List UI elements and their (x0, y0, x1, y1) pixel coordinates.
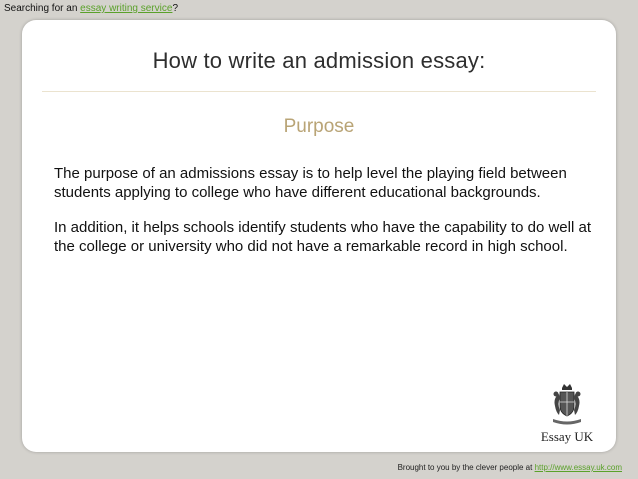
coat-of-arms-icon (549, 382, 585, 428)
top-banner (4, 3, 178, 14)
banner-suffix: ? (172, 3, 178, 14)
footer (398, 463, 622, 472)
slide (22, 20, 616, 452)
essay-writing-service-link[interactable]: essay writing service (80, 3, 173, 14)
paragraph-purpose: The purpose of an admissions essay is to help level the playing field between students applying to college who have different educational backgrounds. (54, 165, 567, 201)
slide-subtitle: Purpose (283, 116, 355, 137)
slide-title: How to write an admission essay: (152, 48, 486, 73)
essay-uk-link[interactable]: http://www.essay.uk.com (534, 463, 622, 472)
banner-prefix: Searching for an (4, 3, 81, 14)
title-divider (42, 91, 596, 92)
footer-prefix: Brought to you by the clever people at (397, 463, 535, 472)
logo-text: Essay UK (540, 429, 594, 444)
paragraph-addition: In addition, it helps schools identify students who have the capability to do well at the college or university who did not have a remarkable record in high school. (54, 219, 591, 255)
essay-uk-logo (537, 382, 597, 448)
